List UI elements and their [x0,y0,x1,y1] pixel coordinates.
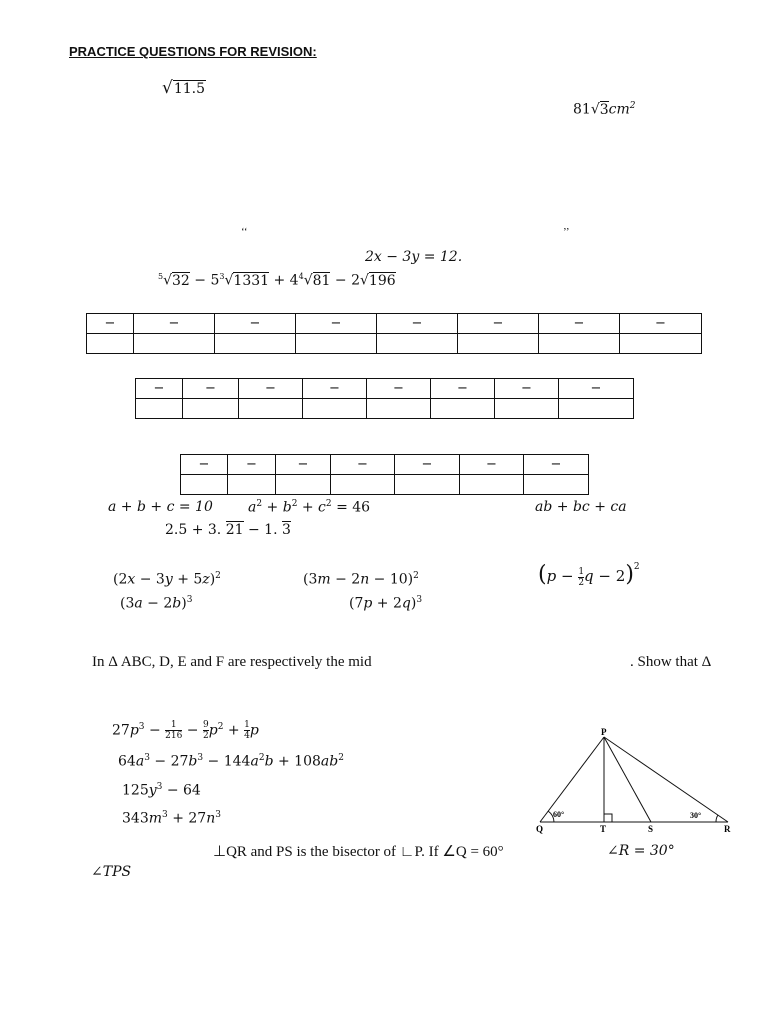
table-cell: − [183,379,239,399]
table-cell: − [215,314,296,334]
table-cell: − [620,314,702,334]
table-row [87,334,702,354]
table-cell: − [377,314,458,334]
table-cell [87,334,134,354]
product-sum-expression: ab + bc + ca [535,499,627,515]
table-cell [228,475,276,495]
square-expression-1: $(2x - 3y + 5z)^2$ [113,571,221,588]
table-row [181,455,589,475]
factor-expression-2: $64a^3 - 27b^3 - 144a^2b + 108ab^2$ [118,753,344,770]
table-cell [183,399,239,419]
table-cell: − [495,379,559,399]
table-cell: − [239,379,303,399]
table-cell [181,475,228,495]
table-row [87,314,702,334]
table-cell [296,334,377,354]
table-cell: − [559,379,634,399]
table-cell [524,475,589,495]
angle-r-label: 30° [690,811,702,820]
table-cell [559,399,634,419]
table-row [136,399,634,419]
bisector-question-text: ⊥QR and PS is the bisector of ∟P. If ∠Q = 60° [213,844,504,860]
recurring-decimal-expression: 2.5 + 3. 21 − 1. 3 [165,522,291,538]
table-row [136,379,634,399]
table-cell: − [331,455,395,475]
value-table-3 [180,454,589,495]
table-cell [539,334,620,354]
area-expression: $81√3cm^2$ [573,101,636,118]
angle-q-label: 60° [553,810,565,819]
right-angle-mark [604,814,612,822]
table-cell [377,334,458,354]
table-cell: − [87,314,134,334]
close-quote: ’’ [563,226,570,238]
point-t-label: T [600,824,607,834]
table-cell [276,475,331,495]
table-cell [431,399,495,419]
factor-expression-3: $125y^3 - 64$ [122,782,201,799]
table-cell: − [303,379,367,399]
table-cell: − [458,314,539,334]
triangle-figure [530,725,740,837]
table-cell: − [134,314,215,334]
table-cell [134,334,215,354]
bisector-ps [604,737,651,822]
value-table-2 [135,378,634,419]
table-cell: − [395,455,460,475]
angle-tps: ∠TPS [91,864,132,880]
cube-expression-1: $(3a - 2b)^3$ [120,595,193,612]
square-expression-2: $(3m - 2n - 10)^2$ [303,571,419,588]
table-cell [239,399,303,419]
table-cell [620,334,702,354]
table-cell: − [181,455,228,475]
sqrt-expression: √11.5 [162,78,206,98]
vertex-p-label: P [601,727,607,737]
linear-equation: 2x − 3y = 12. [365,249,463,265]
table-cell: − [296,314,377,334]
factor-expression-4: $343m^3 + 27n^3$ [122,810,221,827]
angle-r-value: ∠R = 30° [607,843,675,859]
table-cell [367,399,431,419]
sum-equation: a + b + c = 10 [108,499,213,515]
table-cell [460,475,524,495]
open-quote: ‘‘ [241,226,248,238]
side-pr [604,737,728,822]
table-cell: − [228,455,276,475]
side-pq [540,737,604,822]
angle-r-arc [716,815,718,822]
vertex-r-label: R [724,824,731,834]
table-cell: − [276,455,331,475]
table-cell: − [460,455,524,475]
show-that-text: . Show that Δ [630,654,712,670]
table-cell: − [524,455,589,475]
table-cell: − [136,379,183,399]
table-cell [395,475,460,495]
triangle-question-text: In Δ ABC, D, E and F are respectively the mid [92,654,372,670]
factor-expression-1: $27p^3$ − $\frac{1}{216}$ − $\frac{9}{2}$ $p^2$ + $\frac{1}{4}$ p [112,720,259,741]
square-expression-3: (p − $\frac{1}{2}$ q − 2)$^2$ [538,562,640,588]
roots-expression: $^5√32 - 5^3√1331 + 4^4√81 - 2√196$ [158,272,396,289]
page-heading: PRACTICE QUESTIONS FOR REVISION: [69,44,317,59]
table-cell: − [431,379,495,399]
point-s-label: S [648,824,654,834]
table-cell: − [539,314,620,334]
table-row [181,475,589,495]
table-cell: − [367,379,431,399]
value-table-1 [86,313,702,354]
table-cell [136,399,183,419]
table-cell [215,334,296,354]
table-cell [495,399,559,419]
table-cell [331,475,395,495]
vertex-q-label: Q [536,824,544,834]
table-cell [458,334,539,354]
cube-expression-2: $(7p + 2q)^3$ [349,595,423,612]
table-cell [303,399,367,419]
square-sum-equation: $a^2 + b^2 + c^2 = 46$ [248,499,371,516]
